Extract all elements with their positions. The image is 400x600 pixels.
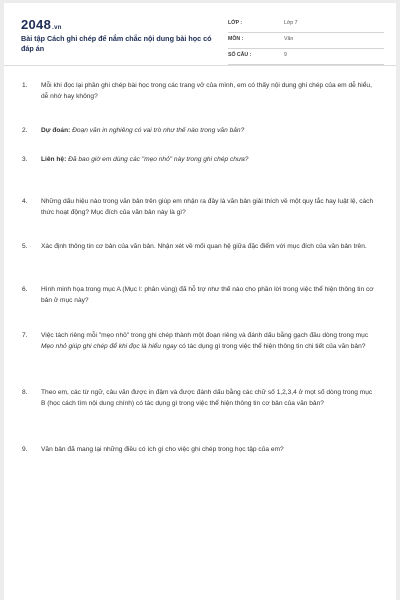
- question-body: Việc tách riêng mỗi "mẹo nhỏ" trong ghi chép thành một đoạn riêng và đánh dấu bằng gạch đầu dòng trong mục: [41, 332, 369, 339]
- question-text: Văn bản đã mang lại những điều có ích gì cho việc ghi chép trong học tập của em?: [41, 446, 284, 453]
- question-text: Theo em, các từ ngữ, câu văn được in đậm và được đánh dấu bằng các chữ số 1,2,3,4 ở mọt số dòng trong mục B (học cách tìm nội dung chính) có tác dụng gì trong việc thể hiện thông tin cơ bản của văn bản?: [41, 389, 373, 407]
- meta-key: MÔN :: [228, 36, 244, 42]
- meta-value: Lớp 7: [284, 20, 298, 26]
- question-number: 8.: [22, 389, 28, 396]
- meta-row-subject: [228, 33, 384, 49]
- question-lead: Liên hệ:: [41, 156, 67, 163]
- header-divider: [4, 65, 396, 66]
- question-text: Mỗi khi đọc lại phần ghi chép bài học trong các trang vở của mình, em có thấy nội dung ghi chép của em dễ hiểu, dễ nhớ hay không?: [41, 82, 372, 100]
- question-text: [41, 126, 376, 137]
- question-text: Hình minh họa trong mục A (Mục I: phân vùng) đã hỗ trợ như thế nào cho phần lời trong việc thể hiện thông tin cơ bản ở mục này?: [41, 286, 374, 304]
- question-number: 4.: [22, 198, 28, 205]
- page-title: Bài tập Cách ghi chép để nắm chắc nội dung bài học có đáp án: [21, 34, 212, 53]
- meta-key: SỐ CÂU :: [228, 52, 252, 58]
- document-header: [4, 3, 396, 65]
- question-number: 3.: [22, 156, 28, 163]
- logo-text: 2048: [21, 17, 52, 32]
- logo-domain: .vn: [52, 25, 62, 31]
- question-text: [41, 155, 376, 166]
- question-number: 2.: [22, 127, 28, 134]
- question-number: 9.: [22, 446, 28, 453]
- site-logo[interactable]: [21, 17, 62, 32]
- meta-row-class: [228, 17, 384, 33]
- question-italic: Mẹo nhỏ giúp ghi chép để khi đọc là hiểu ngay: [41, 342, 178, 350]
- meta-row-count: [228, 49, 384, 65]
- question-number: 6.: [22, 286, 28, 293]
- meta-value: 9: [284, 52, 287, 58]
- meta-value: Văn: [284, 36, 294, 42]
- question-body: Đã bao giờ em dùng các "mẹo nhỏ" này trong ghi chép chưa?: [66, 156, 249, 163]
- question-text: Những dấu hiệu nào trong văn bản trên giúp em nhận ra đây là văn bản giải thích về một quy tắc hay luật lệ, cách thức hoạt động? Mục đích của văn bản này là gì?: [41, 198, 374, 216]
- question-body: có tác dụng gì trong việc thể hiện thông tin chi tiết của văn bản?: [177, 342, 366, 350]
- meta-info: [228, 17, 384, 65]
- question-number: 7.: [22, 332, 28, 339]
- question-lead: Dự đoán:: [41, 127, 71, 134]
- question-text: Xác định thông tin cơ bản của văn bản. Nhận xét về mối quan hệ giữa đặc điểm với mục đích của văn bản trên.: [41, 243, 367, 250]
- question-body: Đoạn văn in nghiêng có vai trò như thế nào trong văn bản?: [70, 127, 245, 134]
- question-number: 5.: [22, 243, 28, 250]
- meta-key: LỚP :: [228, 20, 243, 26]
- question-text: [41, 331, 376, 352]
- question-number: 1.: [22, 82, 28, 89]
- document-page: [4, 3, 396, 600]
